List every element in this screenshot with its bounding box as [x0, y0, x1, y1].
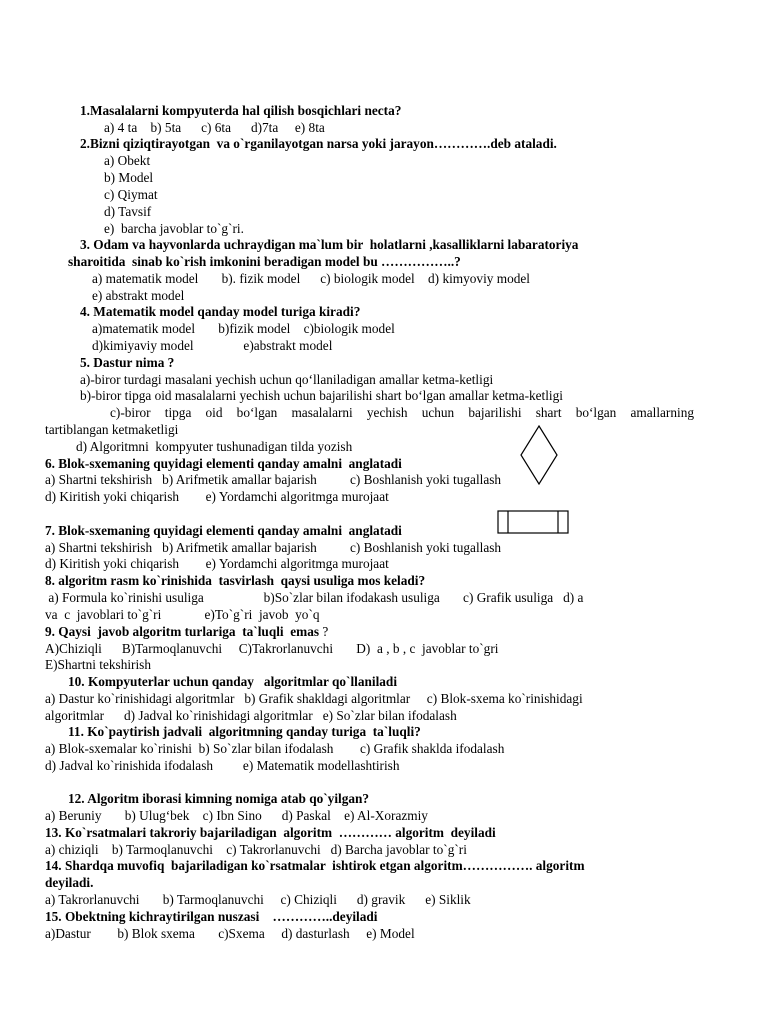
question-2: 2.Bizni qiziqtirayotgan va o`rganilayotgan narsa yoki jarayon………….deb ataladi.: [80, 136, 557, 151]
question-9-options-2: E)Shartni tekshirish: [45, 657, 151, 672]
question-2-option-b: b) Model: [104, 170, 154, 185]
question-3-options-1: a) matematik model b). fizik model c) biologik model d) kimyoviy model: [92, 271, 530, 286]
question-3-line-1: 3. Odam va hayvonlarda uchraydigan ma`lum bir holatlarni ,kasalliklarni labaratoriya: [80, 237, 579, 252]
question-6: 6. Blok-sxemaning quyidagi elementi qanday amalni anglatadi: [45, 456, 402, 471]
question-15-options: a)Dastur b) Blok sxema c)Sxema d) dasturlash e) Model: [45, 926, 415, 941]
question-5-option-c-line-1: c)-biror tipga oid bo‘lgan masalalarni yechish uchun bajarilishi shart bo‘lgan amallarning: [110, 405, 694, 420]
question-2-option-a: a) Obekt: [104, 153, 151, 168]
question-5-option-c-line-2: tartiblangan ketmaketligi: [45, 422, 179, 437]
question-7: 7. Blok-sxemaning quyidagi elementi qanday amalni anglatadi: [45, 523, 402, 538]
question-5-option-d: d) Algoritmni kompyuter tushunadigan tilda yozish: [76, 439, 353, 454]
question-10-options-2: algoritmlar d) Jadval ko`rinishidagi algoritmlar e) So`zlar bilan ifodalash: [45, 708, 457, 723]
question-4: 4. Matematik model qanday model turiga kiradi?: [80, 304, 361, 319]
question-11-options-1: a) Blok-sxemalar ko`rinishi b) So`zlar bilan ifodalash c) Grafik shaklda ifodalash: [45, 741, 505, 756]
question-14-line-1: 14. Shardqa muvofiq bajariladigan ko`rsatmalar ishtirok etgan algoritm……………. algoritm: [45, 858, 585, 873]
question-3-options-2: e) abstrakt model: [92, 288, 185, 303]
question-9-text: 9. Qaysi javob algoritm turlariga ta`luqli emas: [45, 624, 320, 639]
question-2-option-c: c) Qiymat: [104, 187, 158, 202]
question-15: 15. Obektning kichraytirilgan nuszasi …………..deyiladi: [45, 909, 378, 924]
question-5-option-b: b)-biror tipga oid masalalarni yechish uchun bajarilishi shart bo‘lgan amallar ketma-ketligi: [80, 388, 563, 403]
question-8-options-1: a) Formula ko`rinishi usuliga b)So`zlar bilan ifodakash usuliga c) Grafik usuliga d) a: [45, 590, 584, 605]
question-4-options-2: d)kimiyaviy model e)abstrakt model: [92, 338, 333, 353]
question-12: 12. Algoritm iborasi kimning nomiga atab qo`yilgan?: [68, 791, 370, 806]
question-7-options-2: d) Kiritish yoki chiqarish e) Yordamchi algoritmga murojaat: [45, 556, 389, 571]
predefined-process-shape-figure: [497, 510, 569, 534]
question-8-options-2: va c javoblari to`g`ri e)To`g`ri javob yo`q: [45, 607, 320, 622]
question-11: 11. Ko`paytirish jadvali algoritmning qanday turiga ta`luqli?: [68, 724, 421, 739]
question-7-options-1: a) Shartni tekshirish b) Arifmetik amallar bajarish c) Boshlanish yoki tugallash: [45, 540, 502, 555]
question-13-options: a) chiziqli b) Tarmoqlanuvchi c) Takrorlanuvchi d) Barcha javoblar to`g`ri: [45, 842, 467, 857]
question-8: 8. algoritm rasm ko`rinishida tasvirlash qaysi usuliga mos keladi?: [45, 573, 426, 588]
question-5: 5. Dastur nima ?: [80, 355, 175, 370]
question-9-mark: ?: [319, 624, 329, 639]
question-10: 10. Kompyuterlar uchun qanday algoritmlar qo`llaniladi: [68, 674, 398, 689]
question-9-options-1: A)Chiziqli B)Tarmoqlanuvchi C)Takrorlanuvchi D) a , b , c javoblar to`gri: [45, 641, 499, 656]
question-14-line-2: deyiladi.: [45, 875, 94, 890]
question-3-line-2: sharoitida sinab ko`rish imkonini beradigan model bu ……………..?: [68, 254, 461, 269]
question-2-option-d: d) Tavsif: [104, 204, 152, 219]
question-11-options-2: d) Jadval ko`rinishida ifodalash e) Matematik modellashtirish: [45, 758, 400, 773]
question-2-option-e: e) barcha javoblar to`g`ri.: [104, 221, 244, 236]
question-6-options-1: a) Shartni tekshirish b) Arifmetik amallar bajarish c) Boshlanish yoki tugallash: [45, 472, 502, 487]
question-1-options: a) 4 ta b) 5ta c) 6ta d)7ta e) 8ta: [104, 120, 325, 135]
question-6-options-2: d) Kiritish yoki chiqarish e) Yordamchi algoritmga murojaat: [45, 489, 389, 504]
diamond-shape-figure: [520, 425, 558, 485]
question-4-options-1: a)matematik model b)fizik model c)biologik model: [92, 321, 395, 336]
question-13: 13. Ko`rsatmalari takroriy bajariladigan algoritm ………… algoritm deyiladi: [45, 825, 496, 840]
question-1: 1.Masalalarni kompyuterda hal qilish bosqichlari necta?: [80, 103, 402, 118]
question-9: [45, 624, 328, 640]
question-12-options: a) Beruniy b) Ulug‘bek c) Ibn Sino d) Paskal e) Al-Xorazmiy: [45, 808, 428, 823]
question-14-options: a) Takrorlanuvchi b) Tarmoqlanuvchi c) Chiziqli d) gravik e) Siklik: [45, 892, 471, 907]
question-5-option-a: a)-biror turdagi masalani yechish uchun qo‘llaniladigan amallar ketma-ketligi: [80, 372, 494, 387]
question-10-options-1: a) Dastur ko`rinishidagi algoritmlar b) Grafik shakldagi algoritmlar c) Blok-sxema ko`rinishidagi: [45, 691, 583, 706]
